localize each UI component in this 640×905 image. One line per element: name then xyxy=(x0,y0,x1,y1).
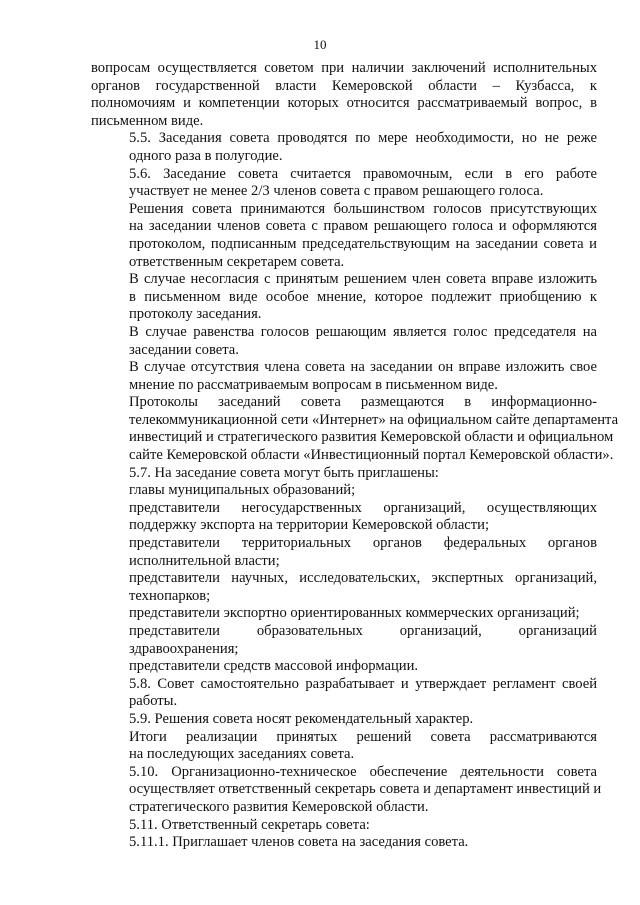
text-line: представители негосударственных организаций, осуществляющих xyxy=(129,499,597,516)
text-line: Протоколы заседаний совета размещаются в информационно- xyxy=(129,394,597,411)
text-line: письменном виде. xyxy=(91,112,204,129)
text-line: инвестиций и стратегического развития Кемеровской области и официальном xyxy=(129,429,614,446)
paragraph xyxy=(91,166,597,201)
text-line: поддержку экспорта на территории Кемеровской области; xyxy=(129,517,490,534)
text-line: Решения совета принимаются большинством голосов присутствующих xyxy=(129,200,597,217)
page-number: 10 xyxy=(313,37,327,52)
paragraph xyxy=(91,201,597,271)
text-line: ответственным секретарем совета. xyxy=(129,253,345,270)
paragraph xyxy=(91,605,597,623)
text-line: 5.9. Решения совета носят рекомендательный характер. xyxy=(129,710,474,727)
text-line: исполнительной власти; xyxy=(129,552,280,569)
paragraph xyxy=(91,623,597,658)
text-line: участвует не менее 2/3 членов совета с правом решающего голоса. xyxy=(129,183,544,200)
text-line: осуществляет ответственный секретарь совета и департамент инвестиций и xyxy=(129,781,602,798)
text-line: протоколу заседания. xyxy=(129,306,262,323)
paragraph xyxy=(91,394,619,464)
paragraph xyxy=(91,570,597,605)
document-body xyxy=(91,60,619,852)
text-line: В случае равенства голосов решающим является голос председателя на xyxy=(129,323,597,340)
text-line: вопросам осуществляется советом при наличии заключений исполнительных xyxy=(91,60,597,76)
text-line: сайте Кемеровской области «Инвестиционный портал Кемеровской области». xyxy=(129,447,614,464)
paragraph xyxy=(91,711,597,729)
paragraph xyxy=(91,465,597,483)
paragraph xyxy=(91,763,602,817)
text-line: полномочиям и компетенции которых относится рассматриваемый вопрос, в xyxy=(91,95,597,112)
text-line: представители территориальных органов федеральных органов xyxy=(129,535,597,552)
paragraph xyxy=(91,60,597,130)
paragraph xyxy=(91,324,597,359)
text-line: на заседании членов совета с правом решающего голоса и оформляются xyxy=(129,218,597,235)
paragraph xyxy=(91,817,597,835)
text-line: работы. xyxy=(129,693,178,710)
text-line: Итоги реализации принятых решений совета рассматриваются xyxy=(129,728,597,745)
text-line: 5.11. Ответственный секретарь совета: xyxy=(129,816,370,833)
text-line: одного раза в полугодие. xyxy=(129,147,283,164)
text-line: технопарков; xyxy=(129,587,211,604)
paragraph xyxy=(91,535,597,570)
paragraph xyxy=(91,658,597,676)
text-line: 5.5. Заседания совета проводятся по мере необходимости, но не реже xyxy=(129,130,597,147)
text-line: телекоммуникационной сети «Интернет» на официальном сайте департамента xyxy=(129,411,619,428)
text-line: 5.6. Заседание совета считается правомочным, если в его работе xyxy=(129,165,597,182)
text-line: стратегического развития Кемеровской области. xyxy=(129,798,429,815)
text-line: заседании совета. xyxy=(129,341,239,358)
paragraph xyxy=(91,834,597,852)
paragraph xyxy=(91,500,597,535)
text-line: представители научных, исследовательских, экспертных организаций, xyxy=(129,570,597,587)
text-line: органов государственной власти Кемеровской области – Кузбасса, к xyxy=(91,77,597,94)
text-line: 5.7. На заседание совета могут быть приглашены: xyxy=(129,464,439,481)
text-line: главы муниципальных образований; xyxy=(129,482,356,499)
text-line: 5.8. Совет самостоятельно разрабатывает и утверждает регламент своей xyxy=(129,675,597,692)
text-line: 5.11.1. Приглашает членов совета на заседания совета. xyxy=(129,834,469,851)
text-line: здравоохранения; xyxy=(129,640,239,657)
paragraph xyxy=(91,729,597,764)
text-line: В случае несогласия с принятым решением член совета вправе изложить xyxy=(129,271,597,288)
paragraph xyxy=(91,359,597,394)
text-line: протоколом, подписанным председательствующим на заседании совета и xyxy=(129,235,597,252)
text-line: В случае отсутствия члена совета на заседании он вправе изложить свое xyxy=(129,359,597,376)
text-line: представители образовательных организаций, организаций xyxy=(129,623,597,639)
text-line: мнение по рассматриваемым вопросам в письменном виде. xyxy=(129,376,498,393)
text-line: представители экспортно ориентированных коммерческих организаций; xyxy=(129,605,580,622)
text-line: в письменном виде особое мнение, которое подлежит приобщению к xyxy=(129,288,597,305)
text-line: 5.10. Организационно-техническое обеспечение деятельности совета xyxy=(129,763,597,780)
paragraph xyxy=(91,130,597,165)
paragraph xyxy=(91,271,597,324)
text-line: на последующих заседаниях совета. xyxy=(129,746,355,763)
paragraph xyxy=(91,482,597,500)
text-line: представители средств массовой информации. xyxy=(129,658,419,675)
paragraph xyxy=(91,676,597,711)
